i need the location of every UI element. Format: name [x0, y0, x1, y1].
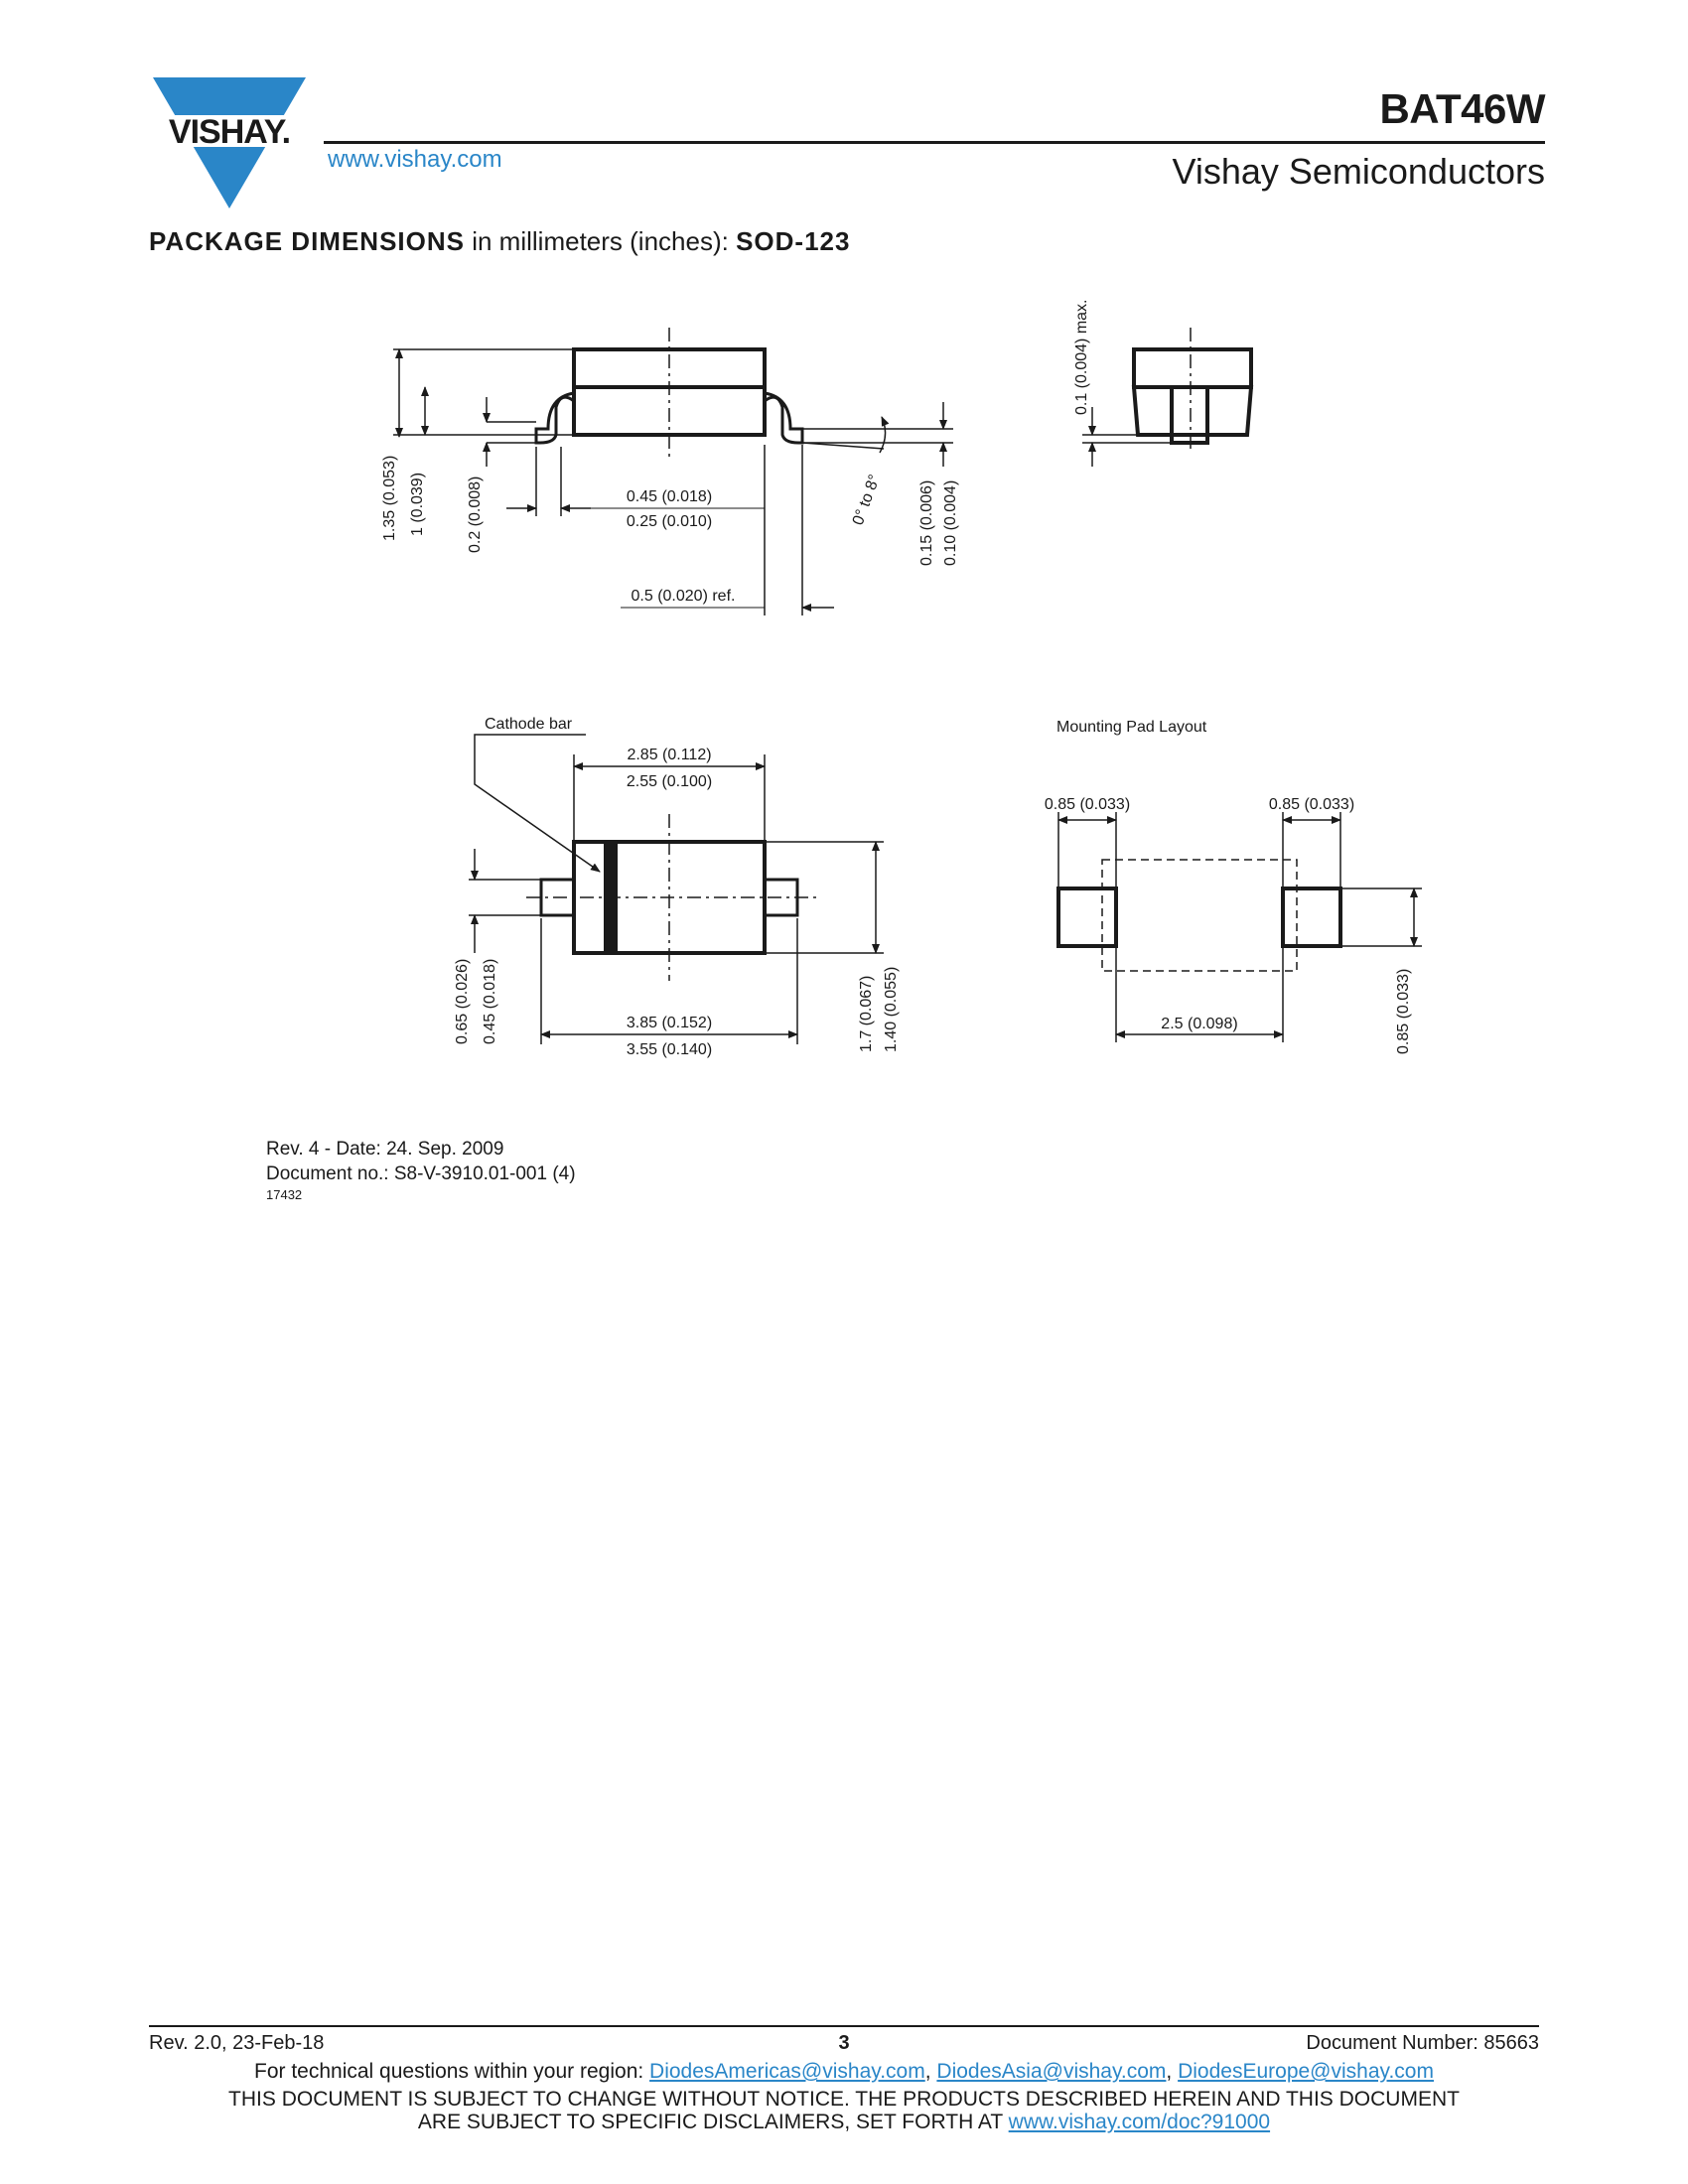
- dim-lead-width-top-max: 0.65 (0.026): [454, 958, 471, 1044]
- dim-body-width-max: 1.7 (0.067): [858, 975, 875, 1052]
- division-name: Vishay Semiconductors: [1172, 151, 1545, 192]
- contact-prefix: For technical questions within your region:: [254, 2060, 650, 2083]
- dim-pad-width-right: 0.85 (0.033): [1268, 796, 1355, 813]
- section-title-package: SOD-123: [736, 226, 851, 256]
- dim-lead-thickness-max: 0.15 (0.006): [918, 479, 935, 566]
- dim-total-length-max: 3.85 (0.152): [626, 1015, 713, 1031]
- dim-standoff: 0.2 (0.008): [467, 476, 484, 553]
- page-number: 3: [838, 2032, 850, 2054]
- section-title-bold: PACKAGE DIMENSIONS: [149, 226, 465, 256]
- footer-disclaimer: [0, 2088, 1688, 2133]
- dim-body-height: 1 (0.039): [409, 472, 426, 536]
- dim-lead-width-max: 0.45 (0.018): [626, 488, 713, 505]
- email-americas-link[interactable]: DiodesAmericas@vishay.com: [649, 2060, 925, 2083]
- pad-outline-dashed: [1102, 860, 1297, 971]
- dim-body-width-min: 1.40 (0.055): [883, 966, 900, 1052]
- pad-left: [1058, 888, 1116, 946]
- contact-separator: ,: [924, 2060, 937, 2083]
- revision-doc-number: Document no.: S8-V-3910.01-001 (4): [266, 1163, 576, 1184]
- cathode-label: Cathode bar: [485, 716, 573, 733]
- contact-separator: ,: [1166, 2060, 1179, 2083]
- dim-overall-height: 1.35 (0.053): [381, 455, 398, 541]
- revision-block: [266, 1137, 576, 1204]
- pad-right: [1283, 888, 1340, 946]
- dim-body-length-max: 2.85 (0.112): [627, 747, 712, 763]
- revision-date: Rev. 4 - Date: 24. Sep. 2009: [266, 1139, 504, 1160]
- pad-layout-title: Mounting Pad Layout: [1056, 719, 1207, 736]
- dim-pad-spacing: 2.5 (0.098): [1161, 1016, 1238, 1032]
- dim-lead-width-min: 0.25 (0.010): [626, 513, 713, 530]
- disclaimer-line-1: THIS DOCUMENT IS SUBJECT TO CHANGE WITHOUT NOTICE. THE PRODUCTS DESCRIBED HEREIN AND THIS DOCUMENT: [228, 2088, 1460, 2111]
- side-view: [393, 328, 953, 615]
- dim-reference: 0.5 (0.020) ref.: [631, 588, 736, 605]
- dim-body-length-min: 2.55 (0.100): [626, 773, 713, 790]
- cathode-leader: [475, 735, 600, 872]
- end-view: [1082, 328, 1251, 467]
- website-link[interactable]: www.vishay.com: [328, 146, 502, 173]
- footer-contact: [0, 2060, 1688, 2084]
- part-number: BAT46W: [1379, 85, 1545, 132]
- drawing-code: 17432: [266, 1187, 303, 1202]
- email-asia-link[interactable]: DiodesAsia@vishay.com: [936, 2060, 1167, 2083]
- footer-document-number: Document Number: 85663: [1306, 2032, 1539, 2054]
- side-lead-right: [765, 393, 802, 443]
- footer-revision: Rev. 2.0, 23-Feb-18: [149, 2032, 325, 2054]
- logo-text: VISHAY.: [168, 113, 291, 151]
- disclaimer-link[interactable]: www.vishay.com/doc?91000: [1008, 2111, 1271, 2133]
- dim-pad-width-left: 0.85 (0.033): [1044, 796, 1131, 813]
- section-title-units: in millimeters (inches):: [465, 226, 737, 256]
- dim-lead-thickness-min: 0.10 (0.004): [942, 479, 959, 566]
- disclaimer-line-2: [0, 2111, 1688, 2133]
- dim-lead-width-top-min: 0.45 (0.018): [482, 958, 498, 1044]
- email-europe-link[interactable]: DiodesEurope@vishay.com: [1178, 2060, 1434, 2083]
- dim-end-max: 0.1 (0.004) max.: [1073, 299, 1090, 415]
- disclaimer-line-2-text: ARE SUBJECT TO SPECIFIC DISCLAIMERS, SET FORTH AT: [417, 2111, 1009, 2133]
- footer-rule: [149, 2025, 1539, 2027]
- dim-total-length-min: 3.55 (0.140): [626, 1041, 713, 1058]
- pad-layout: [1058, 812, 1422, 1042]
- dim-pad-height: 0.85 (0.033): [1395, 968, 1412, 1054]
- dim-lead-angle: 0° to 8°: [849, 472, 884, 528]
